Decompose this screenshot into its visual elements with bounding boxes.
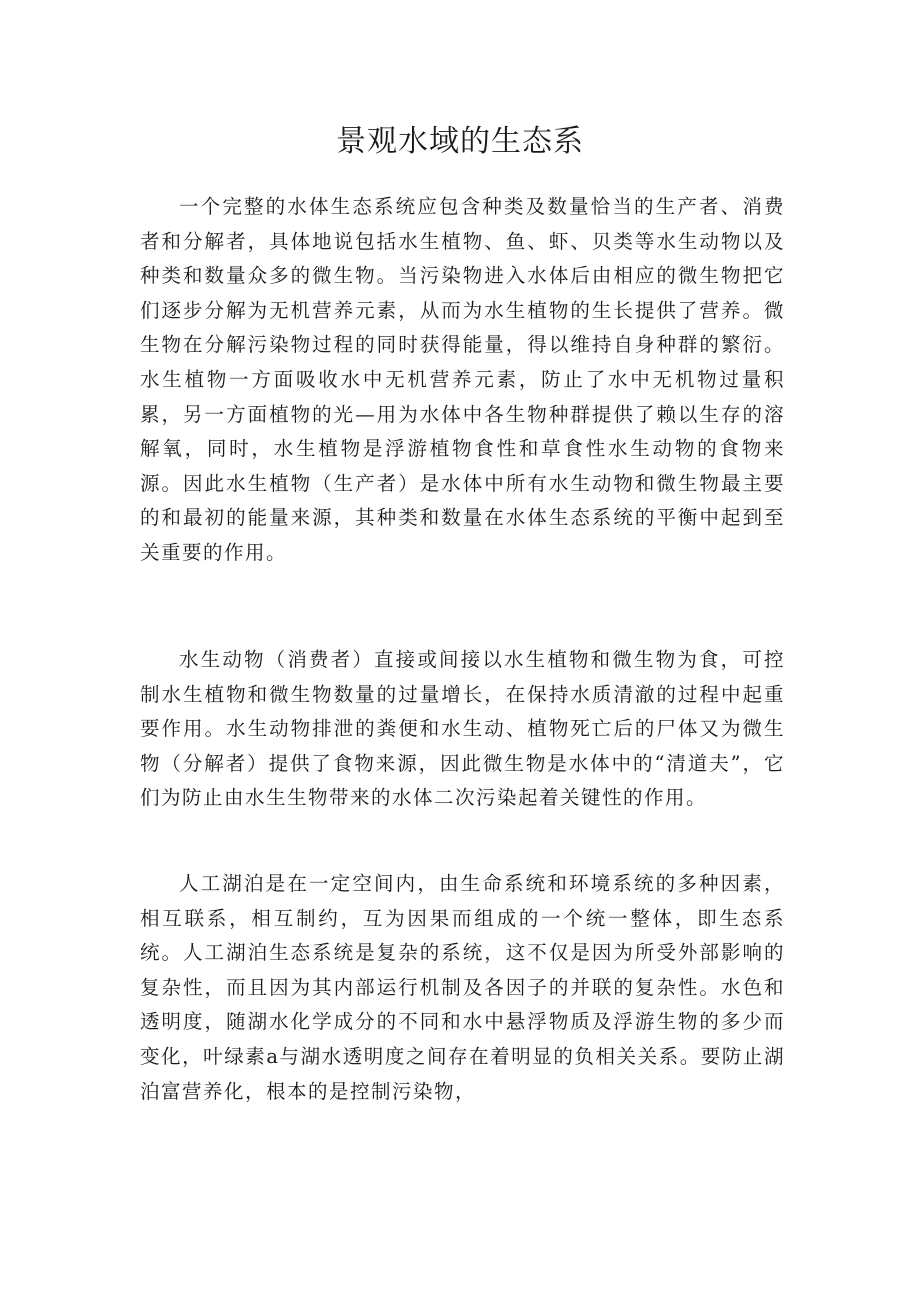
paragraph-aquatic-animals: 水生动物（消费者）直接或间接以水生植物和微生物为食，可控制水生植物和微生物数量的过量增长，在保持水质清澈的过程中起重要作用。水生动物排泄的粪便和水生动、植物死亡后的尸体又为微生物（分解者）提供了食物来源，因此微生物是水体中的“清道夫”，它们为防止由水生生物带来的水体二次污染起着关键性的作用。 (140, 648, 785, 810)
document-title: 景观水域的生态系 (336, 124, 584, 159)
paragraph-artificial-lakes: 人工湖泊是在一定空间内，由生命系统和环境系统的多种因素，相互联系，相互制约，互为因果而组成的一个统一整体，即生态系统。人工湖泊生态系统是复杂的系统，这不仅是因为所受外部影响的复杂性，而且因为其内部运行机制及各因子的并联的复杂性。水色和透明度，随湖水化学成分的不同和水中悬浮物质及浮游生物的多少而变化，叶绿素a与湖水透明度之间存在着明显的负相关关系。要防止湖泊富营养化，根本的是控制污染物， (140, 872, 785, 1103)
paragraph-ecosystem-components: 一个完整的水体生态系统应包含种类及数量恰当的生产者、消费者和分解者，具体地说包括水生植物、鱼、虾、贝类等水生动物以及种类和数量众多的微生物。当污染物进入水体后由相应的微生物把它们逐步分解为无机营养元素，从而为水生植物的生长提供了营养。微生物在分解污染物过程的同时获得能量，得以维持自身种群的繁衍。水生植物一方面吸收水中无机营养元素，防止了水中无机物过量积累，另一方面植物的光—用为水体中各生物种群提供了赖以生存的溶解氧，同时，水生植物是浮游植物食性和草食性水生动物的食物来源。因此水生植物（生产者）是水体中所有水生动物和微生物最主要的和最初的能量来源，其种类和数量在水体生态系统的平衡中起到至关重要的作用。 (140, 195, 785, 564)
